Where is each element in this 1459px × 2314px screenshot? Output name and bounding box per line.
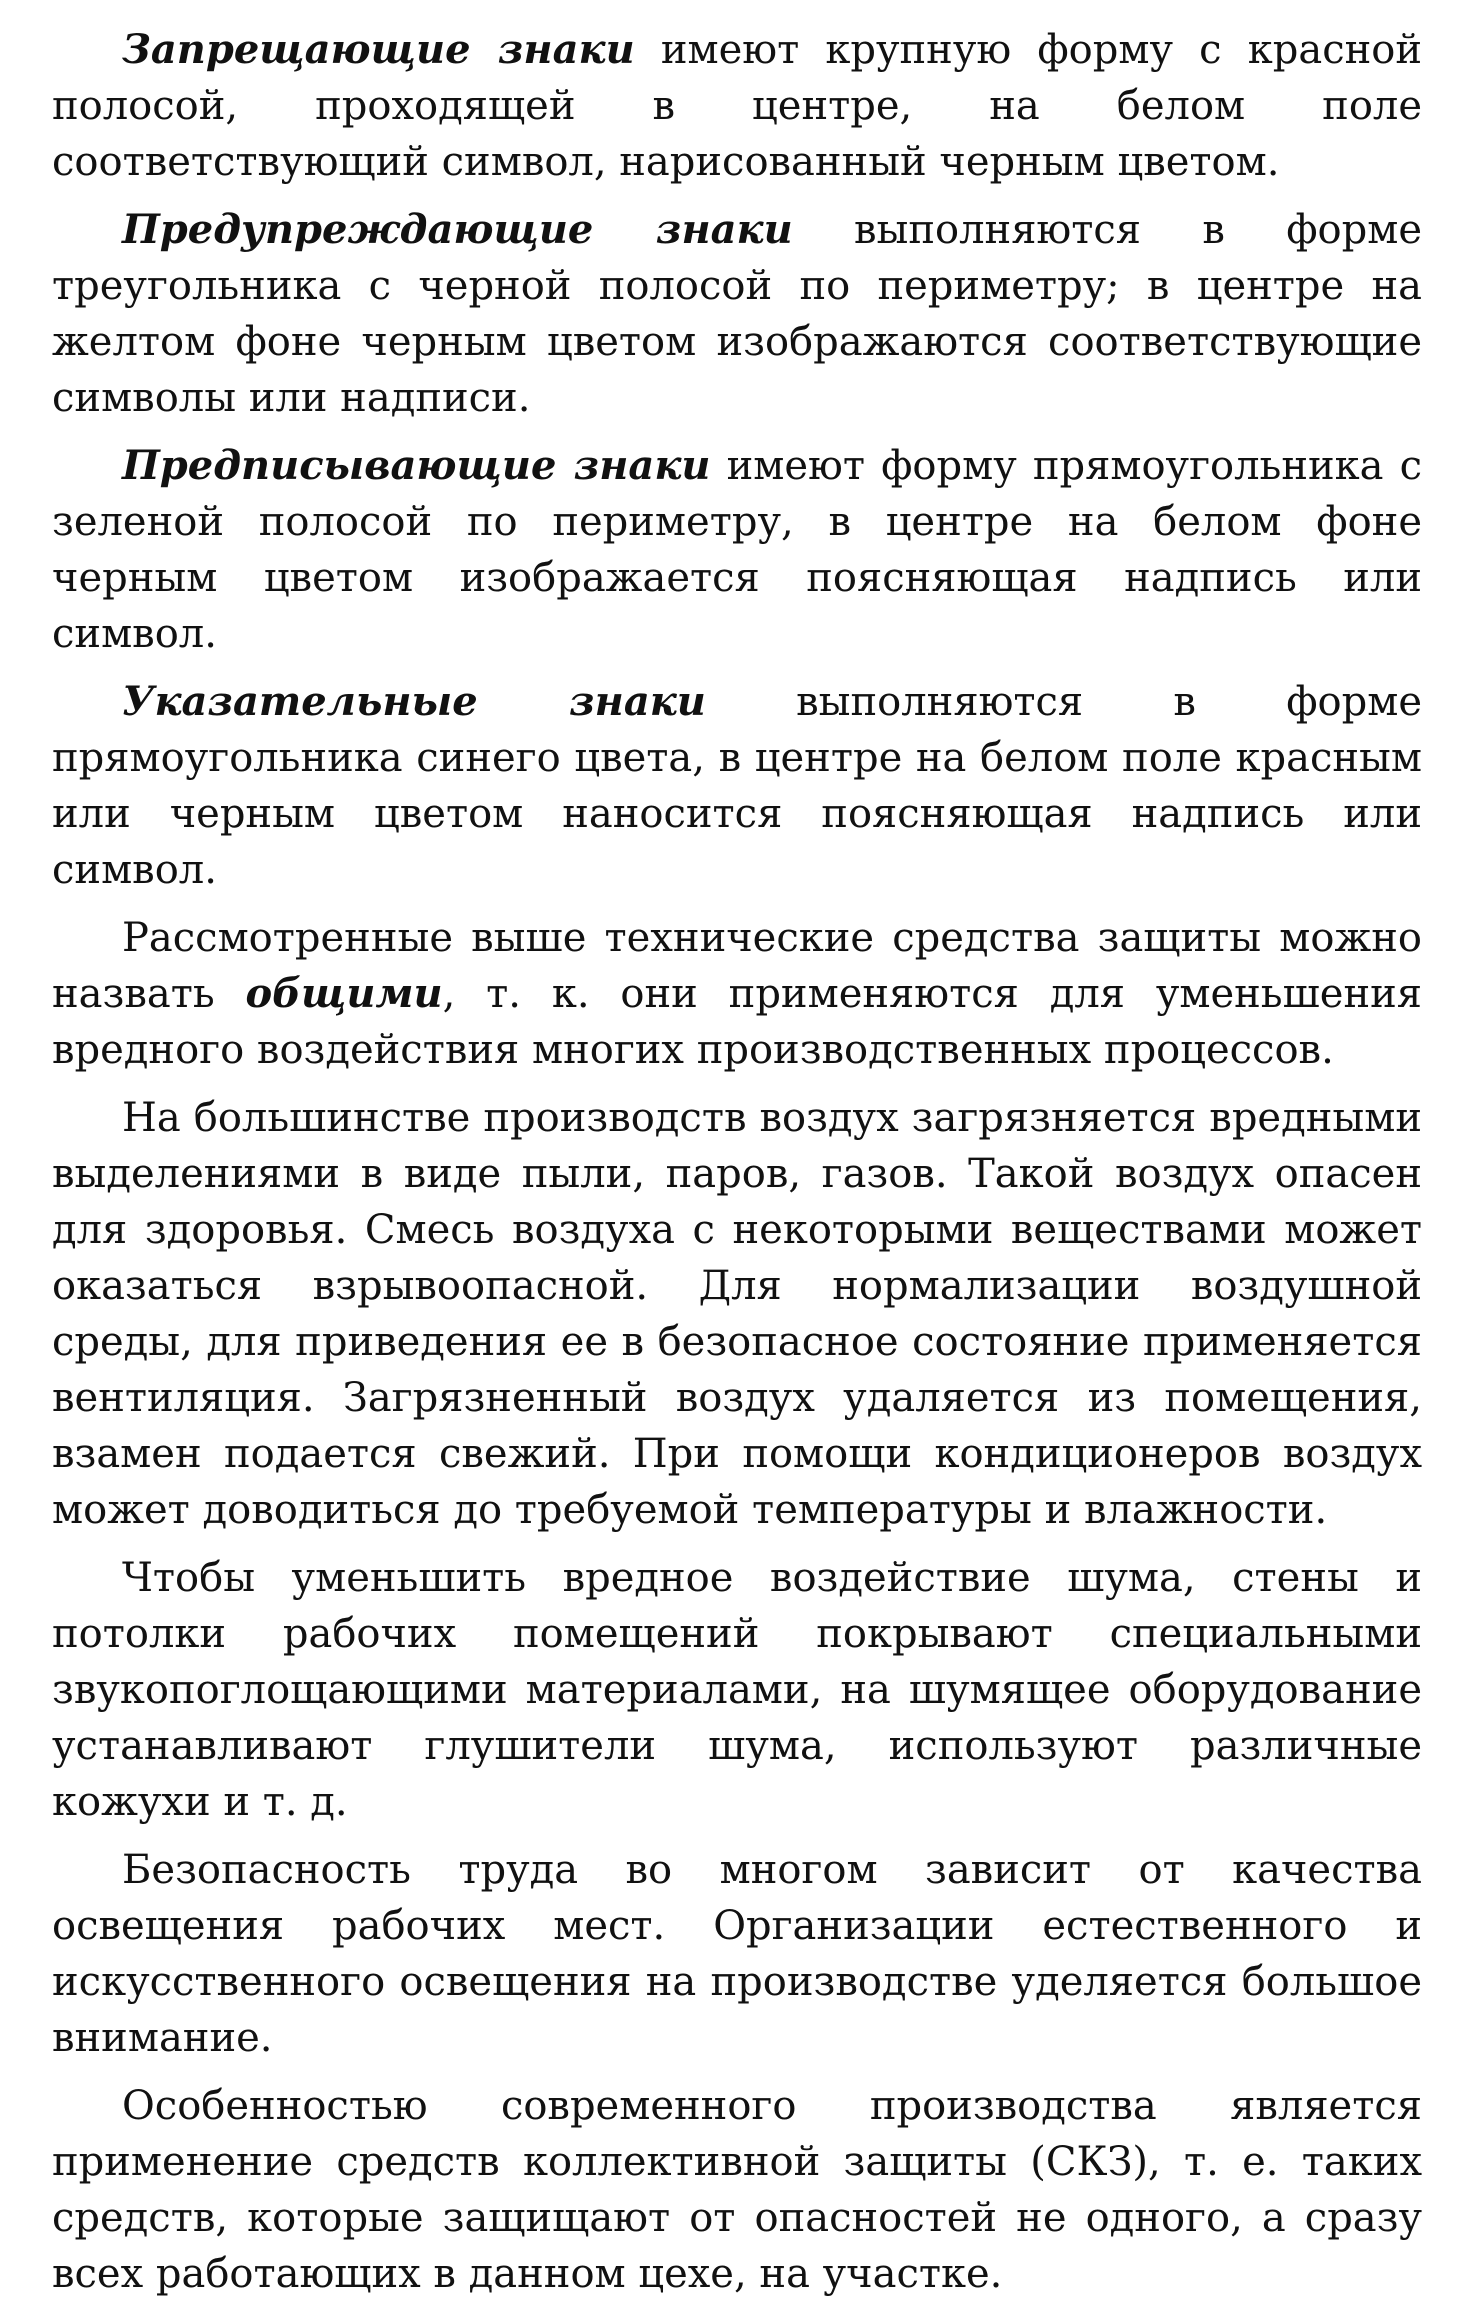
paragraph-text-after: , т. к. они применяются для уменьшения вредного воздействия многих производственных процессов. xyxy=(52,971,1423,1073)
term-indicative-signs: Указательные знаки xyxy=(122,678,706,725)
term-prohibiting-signs: Запрещающие знаки xyxy=(122,26,635,73)
paragraph-indicative-signs xyxy=(52,674,1422,898)
paragraph-warning-signs xyxy=(52,202,1422,426)
paragraph-text: Особенностью современного производства является применение средств коллективной защиты (СКЗ), т. е. таких средств, которые защищают от опасностей не одного, а сразу всех работающих в данном цехе, на участке. xyxy=(52,2083,1422,2297)
paragraph-text: имеют форму прямоугольника с зеленой полосой по периметру, в центре на белом фоне черным цветом изображается поясняющая надпись или символ. xyxy=(52,443,1423,657)
document-page xyxy=(52,22,1422,2314)
paragraph-text: На большинстве производств воздух загрязняется вредными выделениями в виде пыли, паров, газов. Такой воздух опасен для здоровья. Смесь воздуха с некоторыми веществами может оказаться взрывоопасной. Для нормализации воздушной среды, для приведения ее в безопасное состояние применяется вентиляция. Загрязненный воздух удаляется из помещения, взамен подается свежий. При помощи кондиционеров воздух может доводиться до требуемой температуры и влажности. xyxy=(52,1095,1422,1533)
term-general: общими xyxy=(245,970,443,1017)
paragraph-general-means xyxy=(52,910,1422,1078)
paragraph-collective-protection xyxy=(52,2078,1422,2302)
paragraph-mandatory-signs xyxy=(52,438,1422,662)
paragraph-lighting xyxy=(52,1842,1422,2066)
term-warning-signs: Предупреждающие знаки xyxy=(122,206,793,253)
paragraph-text: Чтобы уменьшить вредное воздействие шума, стены и потолки рабочих помещений покрывают специальными звукопоглощающими материалами, на шумящее оборудование устанавливают глушители шума, используют различные кожухи и т. д. xyxy=(52,1555,1422,1825)
term-mandatory-signs: Предписывающие знаки xyxy=(122,442,711,489)
paragraph-text: Безопасность труда во многом зависит от качества освещения рабочих мест. Организации естественного и искусственного освещения на производстве уделяется большое внимание. xyxy=(52,1847,1422,2061)
paragraph-ventilation xyxy=(52,1090,1422,1538)
paragraph-text: имеют крупную форму с красной полосой, проходящей в центре, на белом поле соответствующий символ, нарисованный черным цветом. xyxy=(52,27,1422,185)
paragraph-noise xyxy=(52,1550,1422,1830)
paragraph-prohibiting-signs xyxy=(52,22,1422,190)
paragraph-text: выполняются в форме треугольника с черной полосой по периметру; в центре на желтом фоне черным цветом изображаются соответствующие символы или надписи. xyxy=(52,207,1422,421)
paragraph-text-before: Рассмотренные выше технические средства защиты можно назвать xyxy=(52,915,1422,1017)
paragraph-text: выполняются в форме прямоугольника синего цвета, в центре на белом поле красным или черным цветом наносится поясняющая надпись или символ. xyxy=(52,679,1423,893)
